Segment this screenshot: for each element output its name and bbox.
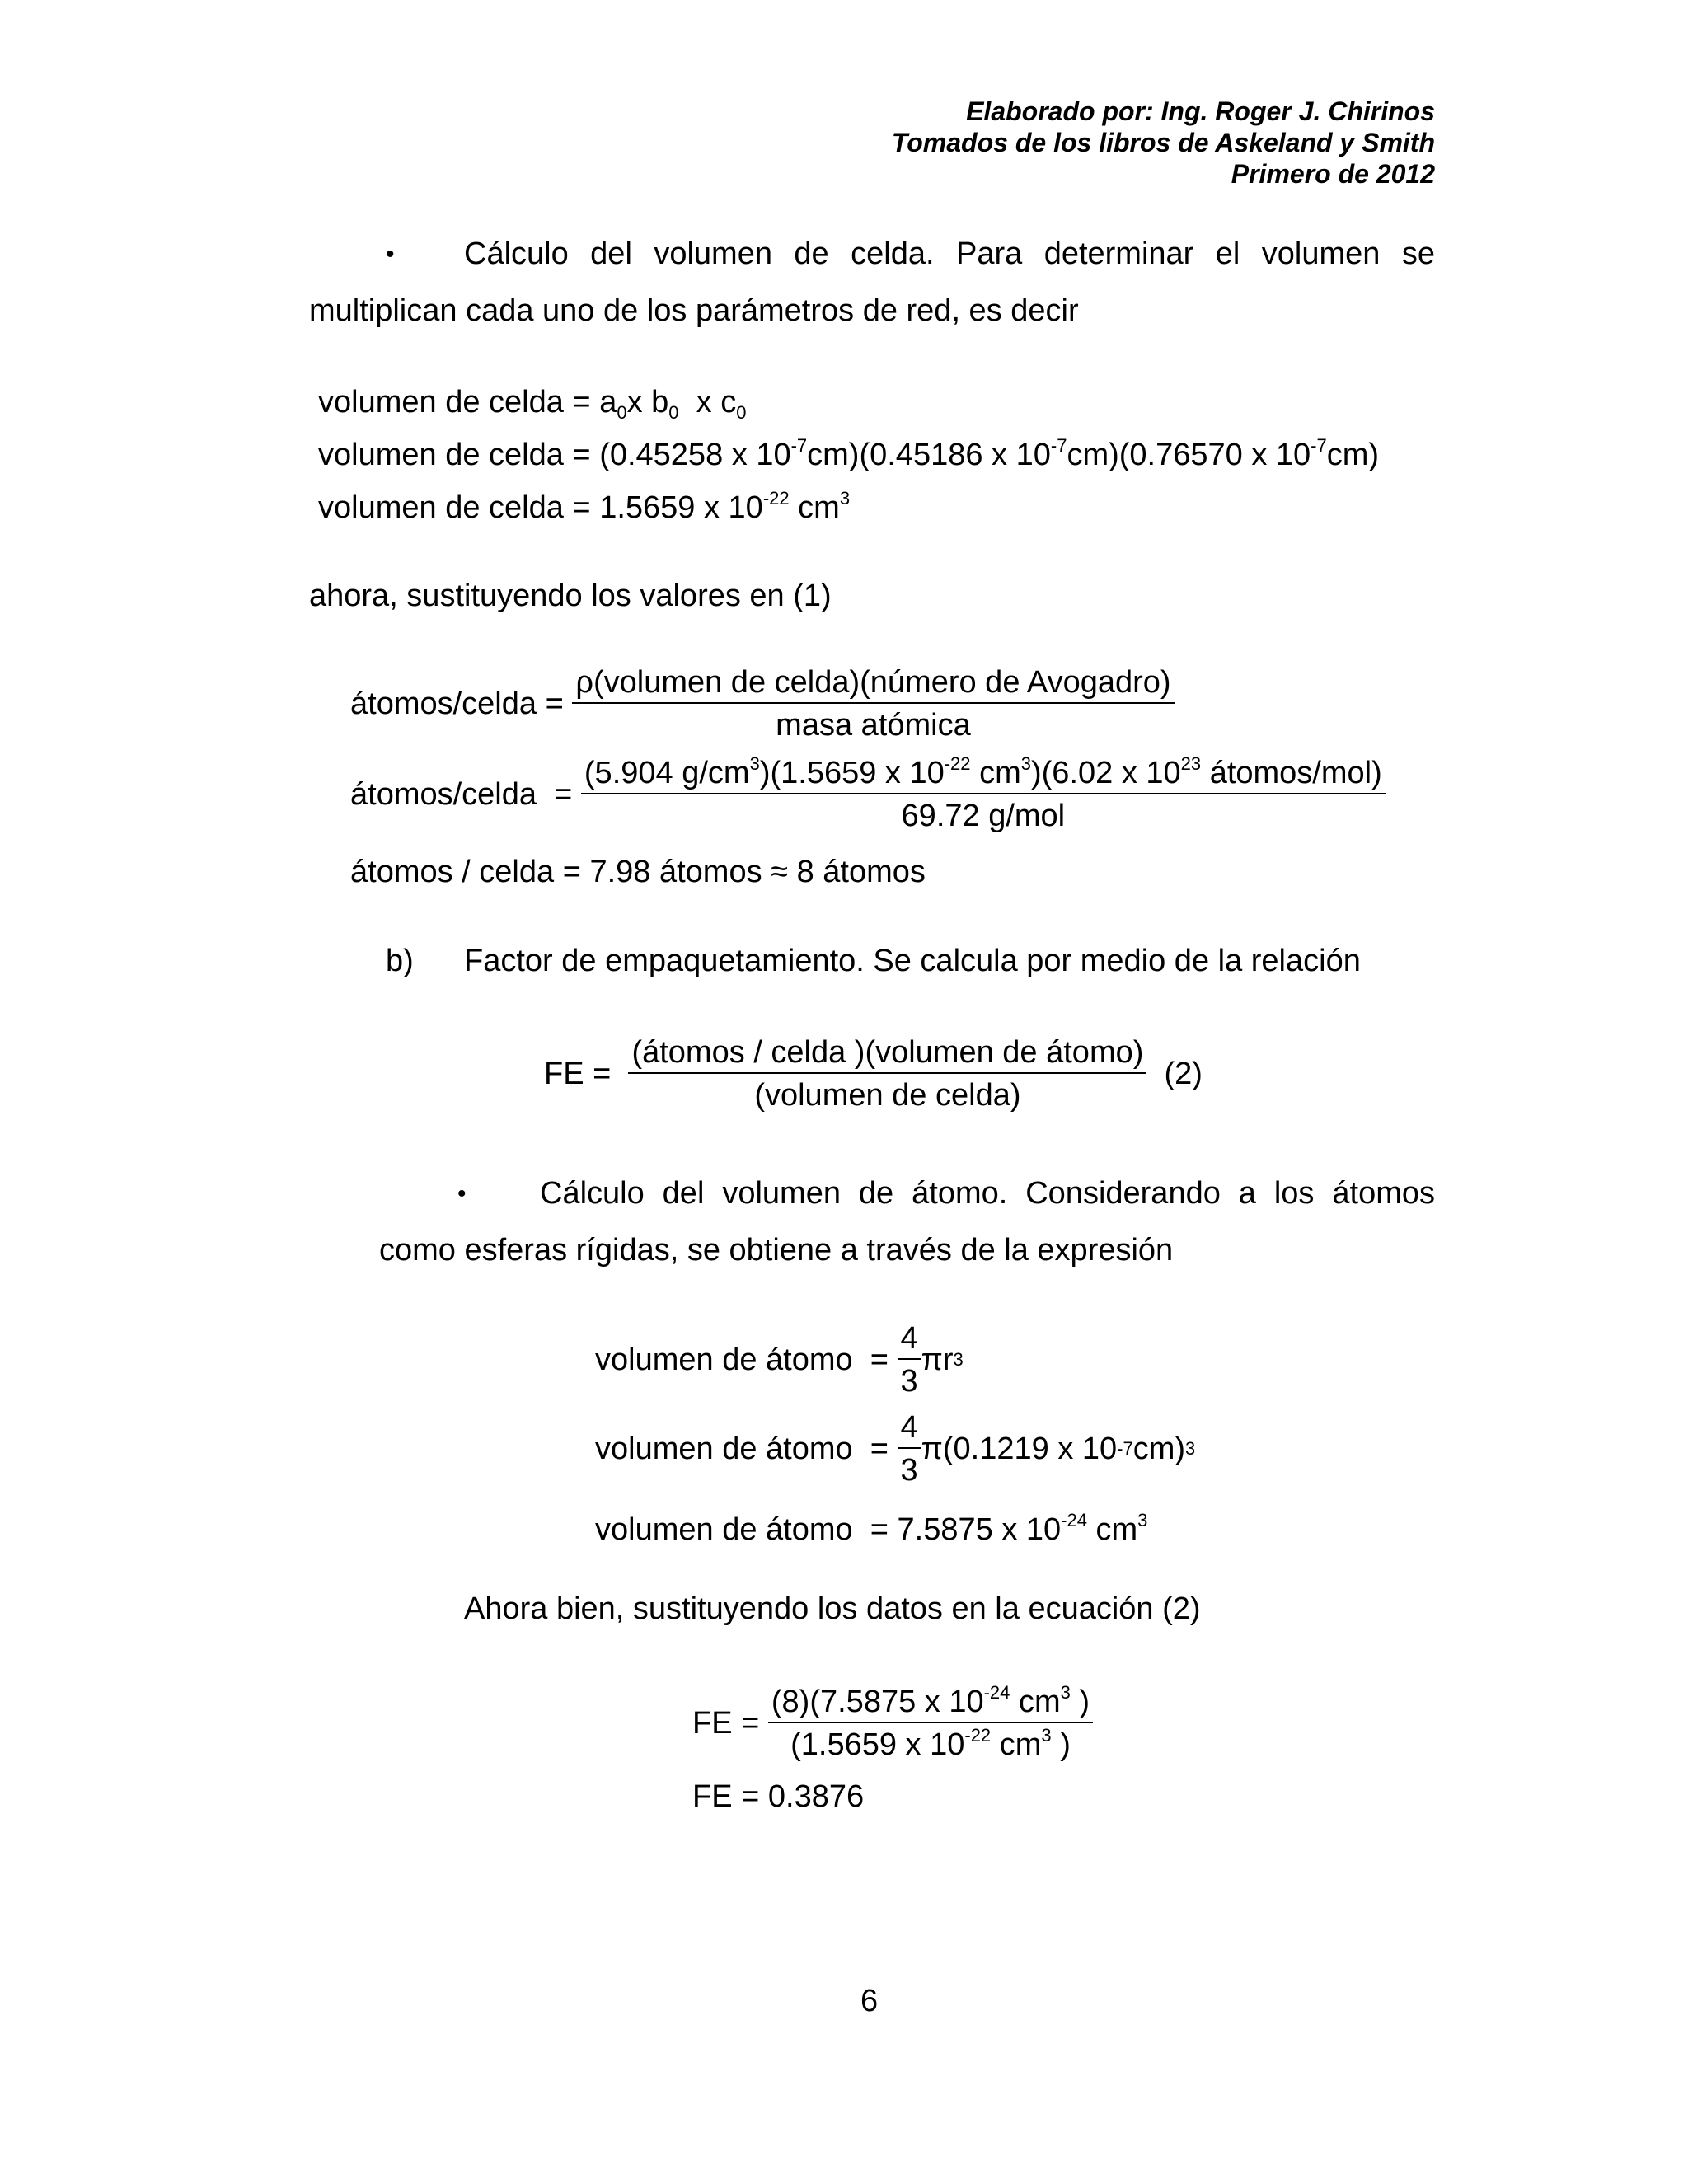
equation-fe-definition: FE = $\frac{\text{(átomos / celda )(volumen de átomo)}}{\text{(volumen de celda)}}$ (2) bbox=[544, 1035, 1203, 1113]
item-b-text: Factor de empaquetamiento. Se calcula por medio de la relación bbox=[464, 944, 1361, 978]
equation-volumen-atomo-2: volumen de átomo = $\frac{4}{3}$ π(0.1219 x 10 -7 cm) 3 bbox=[595, 1410, 1196, 1488]
equation-volumen-celda-2: volumen de celda = (0.45258 x $10^{-7}cm)(0.45186$ x $10^{-7}cm)(0.76570$ x $10^{-7}cm$) bbox=[318, 435, 1380, 472]
equation-volumen-atomo-3: volumen de átomo = 7.5875 x $10^{-24}$ $cm^3$ bbox=[595, 1510, 1148, 1547]
equation-volumen-celda-3: volumen de celda = 1.5659 x $10^{-22}$ $cm^3$ bbox=[318, 488, 851, 525]
fraction-atomos-values: $\frac{(5.904 g/cm^3)(1.5659 x 10^{-22} cm^3)(6.02 x 10^{23} átomos/mol)}{\text{69.72 g/mol}}$ bbox=[581, 755, 1386, 834]
fraction-atomos-formula: $\frac{\text{ρ(volumen de celda)(número de Avogadro)}}{\text{masa atómica}}$ bbox=[572, 664, 1174, 743]
page-number: 6 bbox=[860, 1984, 879, 2018]
equation-volumen-atomo-1: volumen de átomo = $\frac{4}{3}$ π r 3 bbox=[595, 1321, 964, 1399]
paragraph-volumen-celda-line2: multiplican cada uno de los parámetros de red, es decir bbox=[309, 293, 1079, 328]
paragraph-ahora-bien: Ahora bien, sustituyendo los datos en la ecuación (2) bbox=[464, 1591, 1201, 1626]
header-source: Tomados de los libros de Askeland y Smith bbox=[891, 128, 1435, 157]
paragraph-volumen-atomo-line1: Cálculo del volumen de átomo. Considerando a los átomos bbox=[540, 1176, 1435, 1211]
bullet-1: • bbox=[386, 241, 395, 268]
fraction-fe: $\frac{\text{(átomos / celda )(volumen de átomo)}}{\text{(volumen de celda)}}$ bbox=[628, 1034, 1146, 1113]
paragraph-volumen-celda-line1: Cálculo del volumen de celda. Para determinar el volumen se bbox=[464, 237, 1435, 271]
equation-fe-values: FE = $\frac{(8)(7.5875 x 10^{-24} cm^3 )}{(1.5659 x 10^{-22} cm^3 )}$ bbox=[692, 1684, 1093, 1763]
equation-atomos-celda-2: átomos/celda = $\frac{(5.904 g/cm^3)(1.5659 x 10^{-22} cm^3)(6.02 x 10^{23} átomos/mol)}{\text{69.72 g/mol}}$ bbox=[350, 755, 1386, 834]
equation-atomos-celda-3: átomos / celda = 7.98 átomos ≈ 8 átomos bbox=[350, 855, 926, 889]
fraction-four-thirds: $\frac{4}{3}$ bbox=[898, 1409, 921, 1488]
equation-volumen-celda-1: volumen de celda = $a_0x$ $b_0$ x $c_0$ bbox=[318, 385, 747, 423]
fraction-four-thirds: $\frac{4}{3}$ bbox=[898, 1320, 921, 1399]
paragraph-sustituyendo: ahora, sustituyendo los valores en (1) bbox=[309, 579, 832, 613]
bullet-2: • bbox=[457, 1180, 467, 1207]
equation-fe-result: FE = 0.3876 bbox=[692, 1779, 865, 1814]
header-date: Primero de 2012 bbox=[1231, 159, 1435, 189]
equation-atomos-celda-1: átomos/celda = $\frac{\text{ρ(volumen de celda)(número de Avogadro)}}{\text{masa atómica}}$ bbox=[350, 664, 1175, 743]
equation-tag: (2) bbox=[1164, 1057, 1203, 1091]
item-b-label: b) bbox=[386, 944, 414, 978]
fraction-fe-values: $\frac{(8)(7.5875 x 10^{-24} cm^3 )}{(1.5659 x 10^{-22} cm^3 )}$ bbox=[768, 1684, 1093, 1763]
header-author: Elaborado por: Ing. Roger J. Chirinos bbox=[966, 96, 1435, 126]
paragraph-volumen-atomo-line2: como esferas rígidas, se obtiene a través de la expresión bbox=[379, 1233, 1174, 1268]
